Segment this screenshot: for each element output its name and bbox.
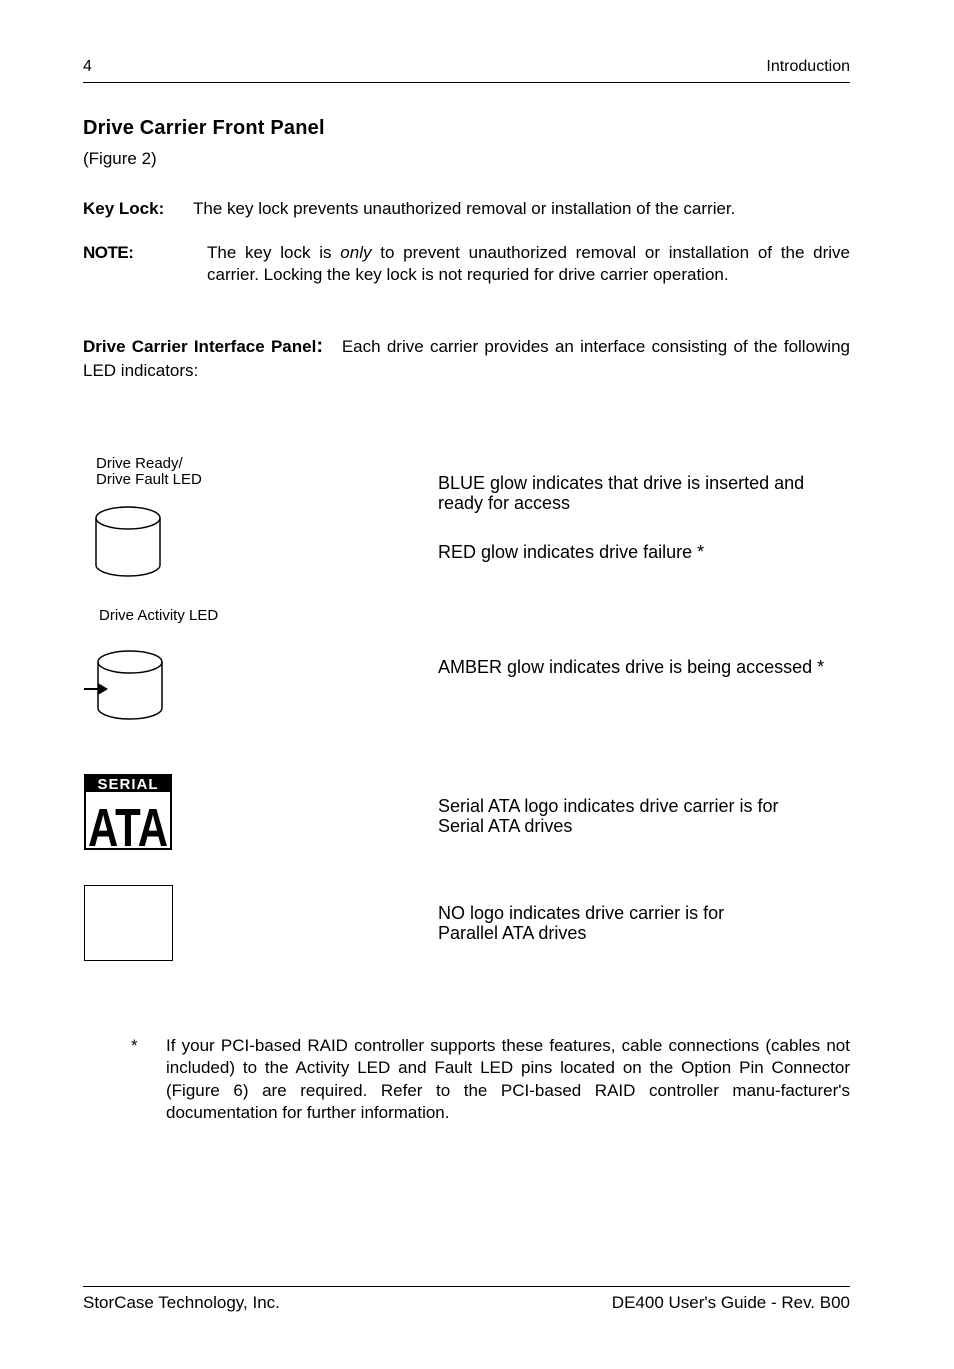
key-lock-label <box>83 198 164 220</box>
interface-panel-label: Drive Carrier Interface Panel <box>83 337 317 356</box>
ready-led-label <box>96 456 202 488</box>
footer-company: StorCase Technology, Inc. <box>83 1293 280 1312</box>
note-label: NOTE: <box>83 243 134 262</box>
serial-ata-logo <box>84 774 172 858</box>
key-lock-heading: Key Lock: <box>83 199 165 218</box>
footer-guide: DE400 User's Guide - Rev. B00 <box>611 1293 850 1312</box>
ready-led-icon <box>94 505 164 579</box>
footer-rule <box>83 1286 850 1287</box>
sata-description <box>438 796 778 836</box>
page-title: Drive Carrier Front Panel <box>83 117 325 139</box>
note-emphasis: only <box>340 243 372 262</box>
interface-panel-text: Each drive carrier provides an interface consisting of the following LED indicators: <box>83 337 850 380</box>
no-logo-box <box>84 885 173 961</box>
activity-description: AMBER glow indicates drive is being accessed * <box>438 657 825 677</box>
serial-ata-logo-top-text: SERIAL <box>97 776 159 793</box>
page-number: 4 <box>83 58 92 75</box>
key-lock-text: The key lock prevents unauthorized removal or installation of the carrier. <box>193 199 736 218</box>
serial-ata-logo-bottom-text: ATA <box>88 798 168 858</box>
interface-panel-paragraph <box>83 334 850 383</box>
ready-led-label-line1: Drive Ready/ <box>96 455 183 472</box>
ready-led-label-line2: Drive Fault LED <box>96 471 202 488</box>
ready-red-description: RED glow indicates drive failure * <box>438 542 705 562</box>
ready-blue-line1: BLUE glow indicates that drive is inserted and <box>438 473 805 493</box>
pata-description <box>438 903 724 943</box>
figure-reference: (Figure 2) <box>83 149 157 168</box>
footnote-text: If your PCI-based RAID controller supports these features, cable connections (cables not included) to the Activity LED and Fault LED pins located on the Option Pin Connector (Figure 6) are required. Refer to the PCI-based RAID controller manu-facturer's documentation for further information. <box>166 1036 850 1122</box>
pata-description-line2: Parallel ATA drives <box>438 923 587 943</box>
section-title: Introduction <box>766 58 850 75</box>
activity-led-label: Drive Activity LED <box>99 607 219 624</box>
ready-blue-line2: ready for access <box>438 493 571 513</box>
note-text-after: to prevent unauthorized removal or installation of the drive carrier. Locking the key lock is not requried for drive carrier operation. <box>207 243 850 284</box>
footnote-marker: * <box>131 1036 138 1055</box>
sata-description-line1: Serial ATA logo indicates drive carrier is for <box>438 796 779 816</box>
note-text-before: The key lock is <box>207 243 341 262</box>
header-rule <box>83 82 850 83</box>
note-text <box>207 242 850 286</box>
activity-led-icon <box>82 648 166 724</box>
ready-blue-description <box>438 473 804 513</box>
interface-panel-colon: : <box>316 335 323 357</box>
sata-description-line2: Serial ATA drives <box>438 816 573 836</box>
pata-description-line1: NO logo indicates drive carrier is for <box>438 903 725 923</box>
